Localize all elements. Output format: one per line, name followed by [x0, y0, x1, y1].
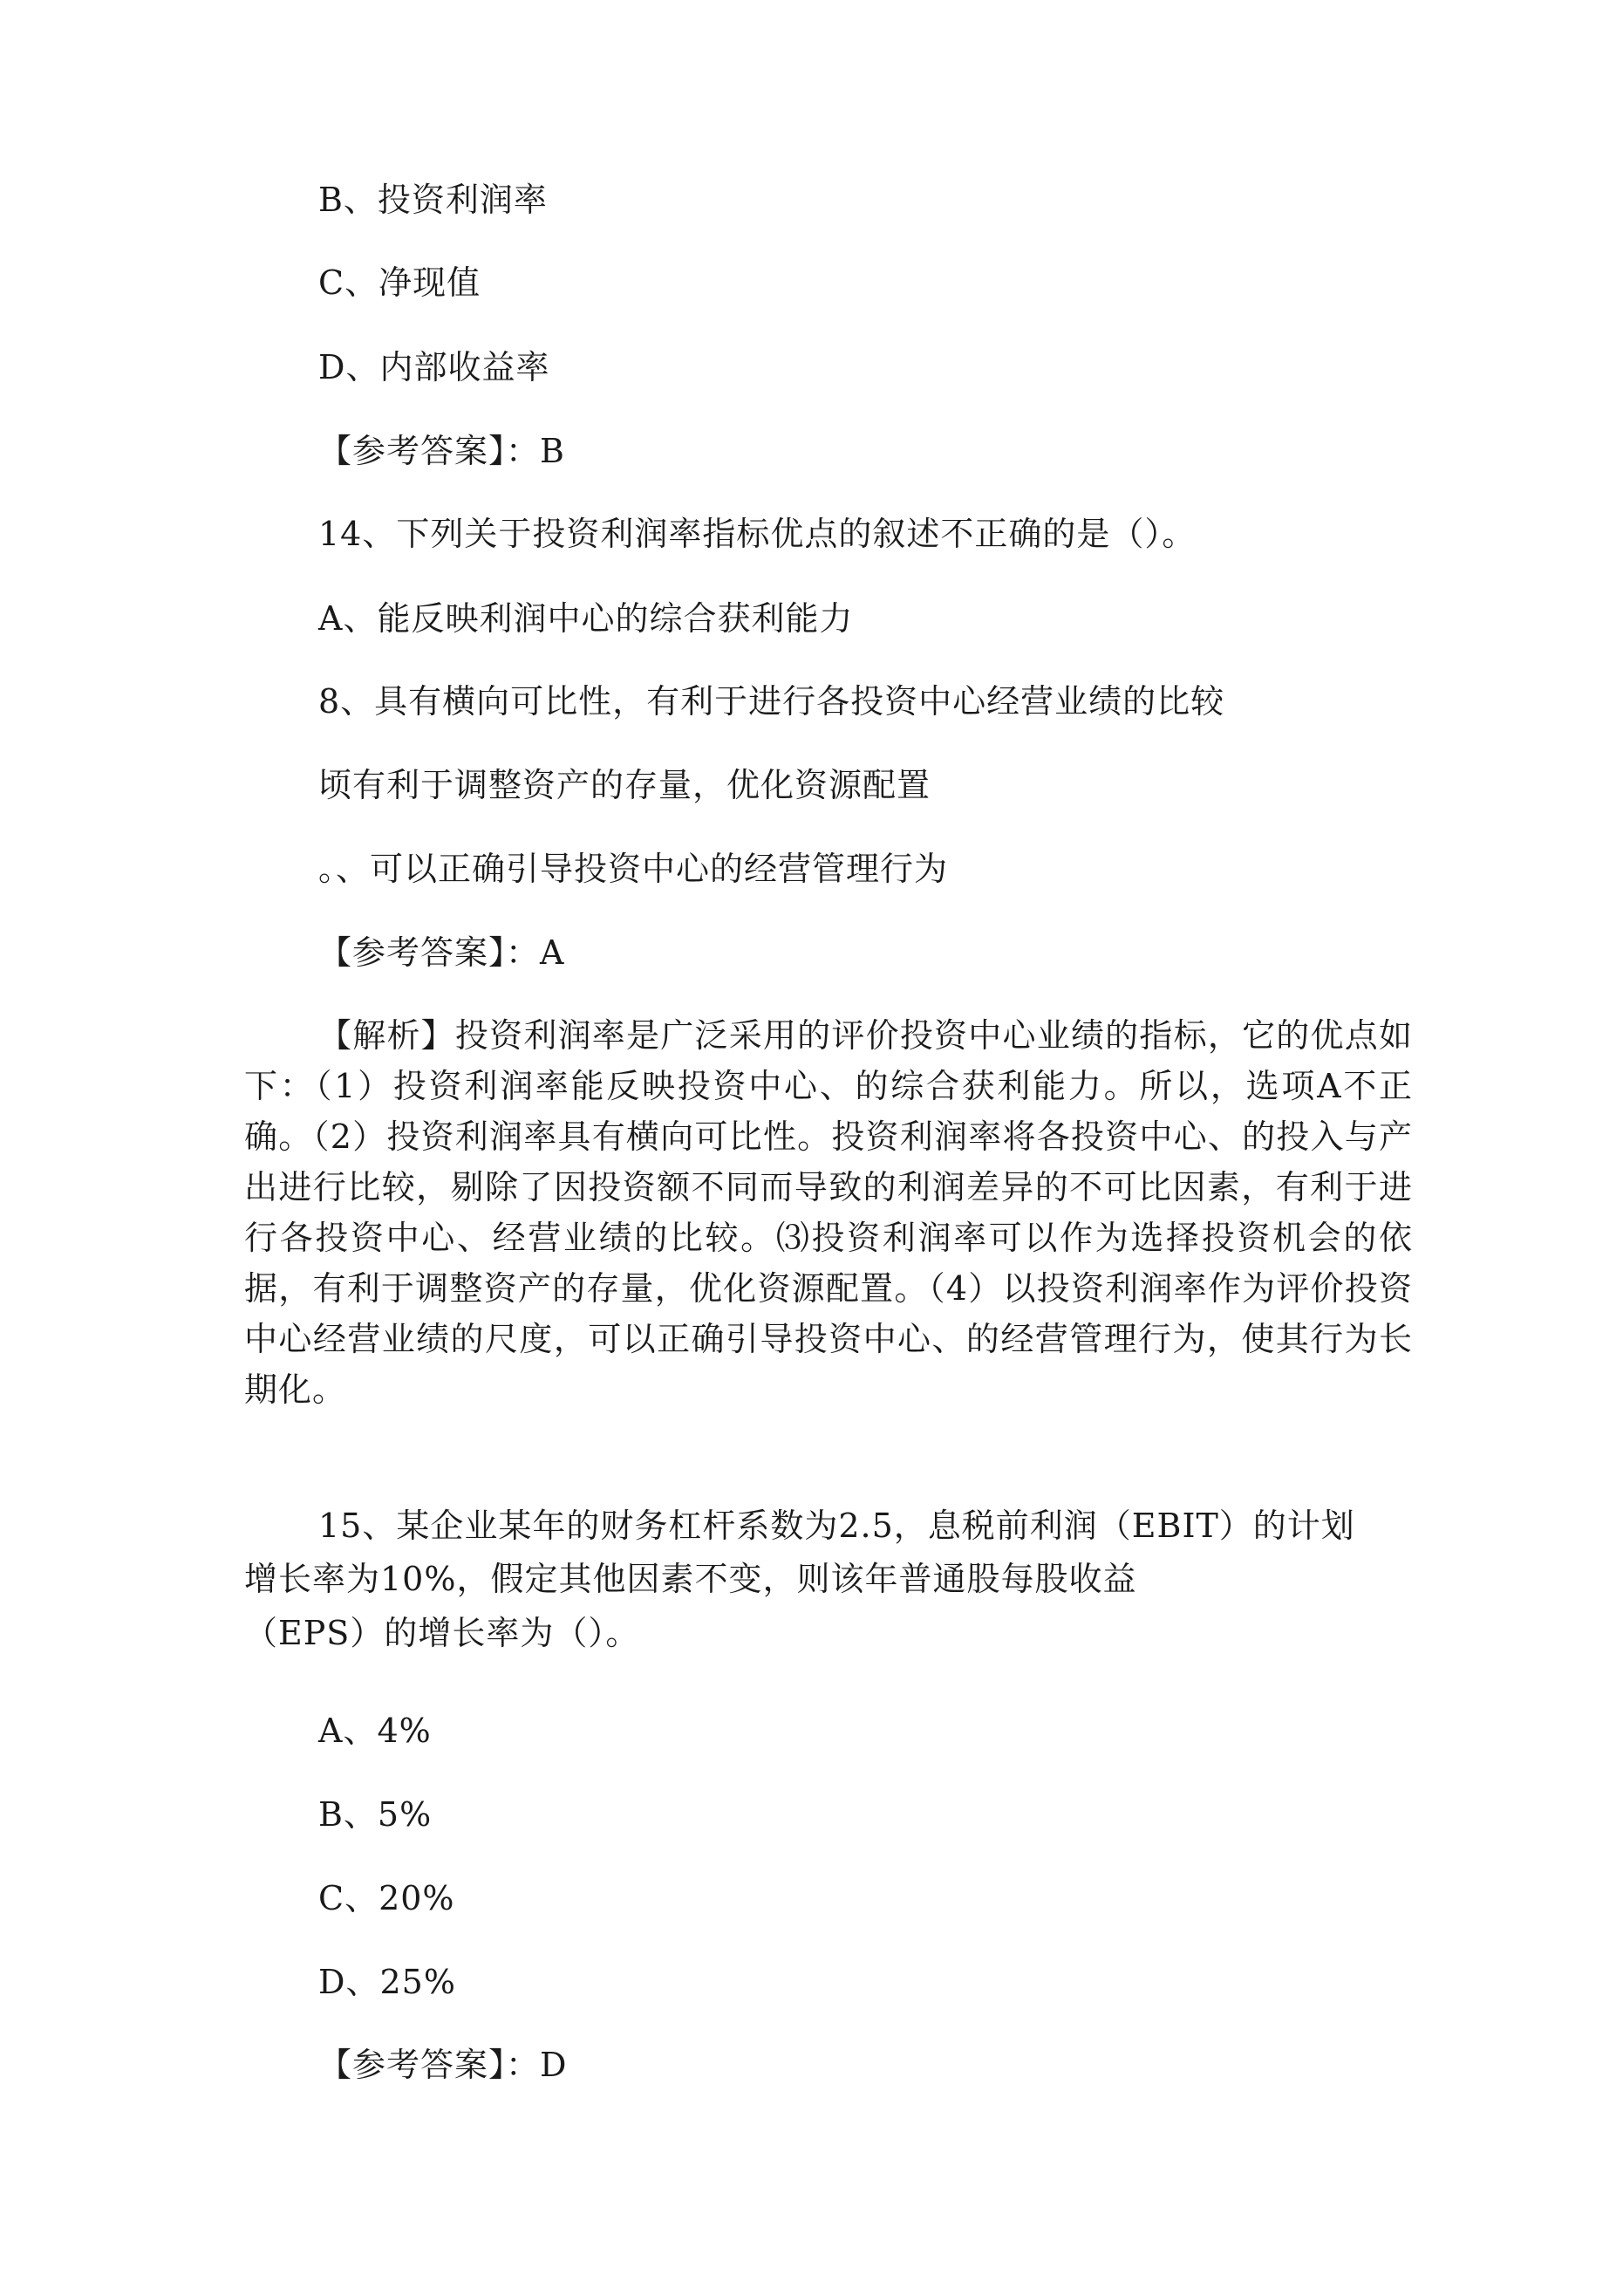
q14-answer: 【参考答案】：A	[318, 933, 565, 972]
q15-option-a: A、4%	[318, 1712, 432, 1750]
q15-answer: 【参考答案】：D	[318, 2046, 568, 2084]
q15-stem-line1: 15、某企业某年的财务杠杆系数为2.5，息税前利润（EBIT）的计划	[318, 1507, 1355, 1545]
q14-analysis-text: 【解析】投资利润率是广泛采用的评价投资中心业绩的指标，它的优点如下：（1）投资利润率能反映投资中心、的综合获利能力。所以，选项A不正确。（2）投资利润率具有横向可比性。投资利润率将各投资中心、的投入与产出进行比较，剔除了因投资额不同而导致的利润差异的不可比因素，有利于进行各投资中心、经营业绩的比较。⑶投资利润率可以作为选择投资机会的依据，有利于调整资产的存量，优化资源配置。（4）以投资利润率作为评价投资中心经营业绩的尺度，可以正确引导投资中心、的经营管理行为，使其行为长期化。	[244, 1016, 1413, 1409]
q15-stem-line2: 增长率为10%，假定其他因素不变，则该年普通股每股收益	[244, 1560, 1137, 1598]
q13-answer: 【参考答案】：B	[318, 432, 565, 470]
q15-option-b: B、5%	[318, 1795, 433, 1834]
q13-option-b: B、投资利润率	[318, 181, 548, 219]
q15-stem-line3: （EPS）的增长率为（）。	[244, 1614, 640, 1652]
q15-option-d: D、25%	[318, 1963, 456, 2001]
q14-option-b: 8、具有横向可比性，有利于进行各投资中心经营业绩的比较	[318, 682, 1225, 721]
q14-option-c: 顷有利于调整资产的存量，优化资源配置	[318, 766, 931, 804]
q14-option-d: 。、可以正确引导投资中心的经营管理行为	[318, 850, 949, 888]
q14-analysis	[244, 1010, 1413, 1415]
q14-option-a: A、能反映利润中心的综合获利能力	[318, 599, 854, 638]
q13-option-d: D、内部收益率	[318, 348, 550, 386]
q15-option-c: C、20%	[318, 1879, 455, 1917]
q14-stem: 14、下列关于投资利润率指标优点的叙述不正确的是（）。	[318, 515, 1197, 553]
q13-option-c: C、净现值	[318, 263, 481, 302]
